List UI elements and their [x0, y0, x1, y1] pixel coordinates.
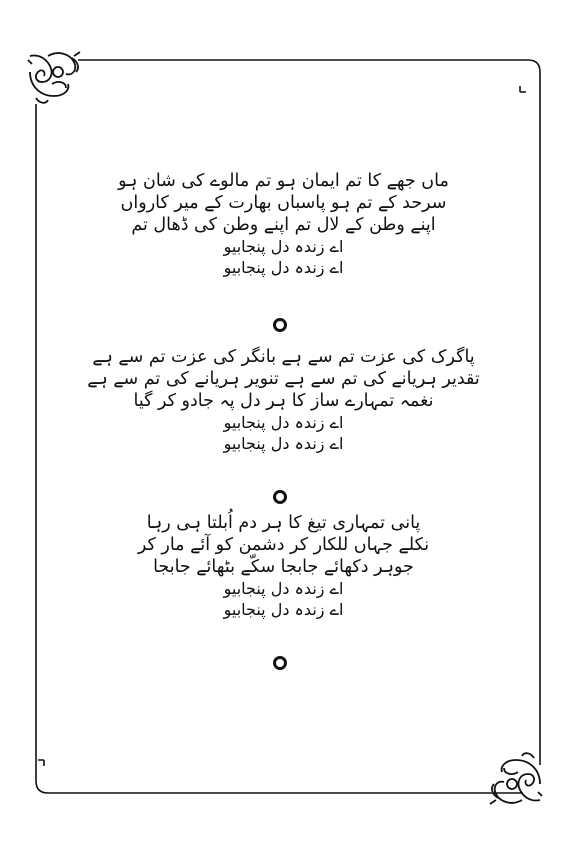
chorus-line: اے زندہ دل پنجابیو [223, 600, 344, 619]
stanza-divider-circle [273, 318, 287, 332]
chorus-line: اے زندہ دل پنجابیو [223, 434, 344, 453]
corner-ornament-bottom-right [490, 753, 542, 804]
chorus-line: اے زندہ دل پنجابیو [223, 579, 344, 598]
verse-line: سرحد کے تم ہو پاسباں بھارت کے میر کارواں [120, 193, 447, 213]
stanza-2 [60, 346, 507, 454]
chorus-line: اے زندہ دل پنجابیو [223, 258, 344, 277]
stanza-1 [60, 170, 507, 278]
stanza-divider-circle [273, 490, 287, 504]
verse-line: تقدیر ہریانے کی تم سے ہے تنویر ہریانے کی تم سے ہے [87, 369, 480, 389]
verse-line: نغمہ تمہارے ساز کا ہر دل پہ جادو کر گیا [133, 391, 434, 411]
verse-line: پانی تمہاری تیغ کا ہر دم اُبلتا ہی رہا [146, 513, 421, 533]
chorus-line: اے زندہ دل پنجابیو [223, 237, 344, 256]
corner-ornament-top-left [28, 52, 80, 103]
chorus-line: اے زندہ دل پنجابیو [223, 413, 344, 432]
verse-line: نکلے جہاں للکار کر دشمن کو آئے مار کر [137, 535, 430, 555]
verse-line: جوہر دکھائے جابجا سکّے بٹھائے جابجا [153, 557, 414, 577]
verse-line: پاگرک کی عزت تم سے ہے بانگر کی عزت تم سے ہے [92, 347, 475, 367]
verse-line: ماں جھے کا تم ایمان ہو تم مالوے کی شان ہو [118, 171, 449, 191]
stanza-3 [60, 512, 507, 620]
stanza-divider-circle [273, 656, 287, 670]
verse-line: اپنے وطن کے لال تم اپنے وطن کی ڈھال تم [131, 215, 436, 235]
